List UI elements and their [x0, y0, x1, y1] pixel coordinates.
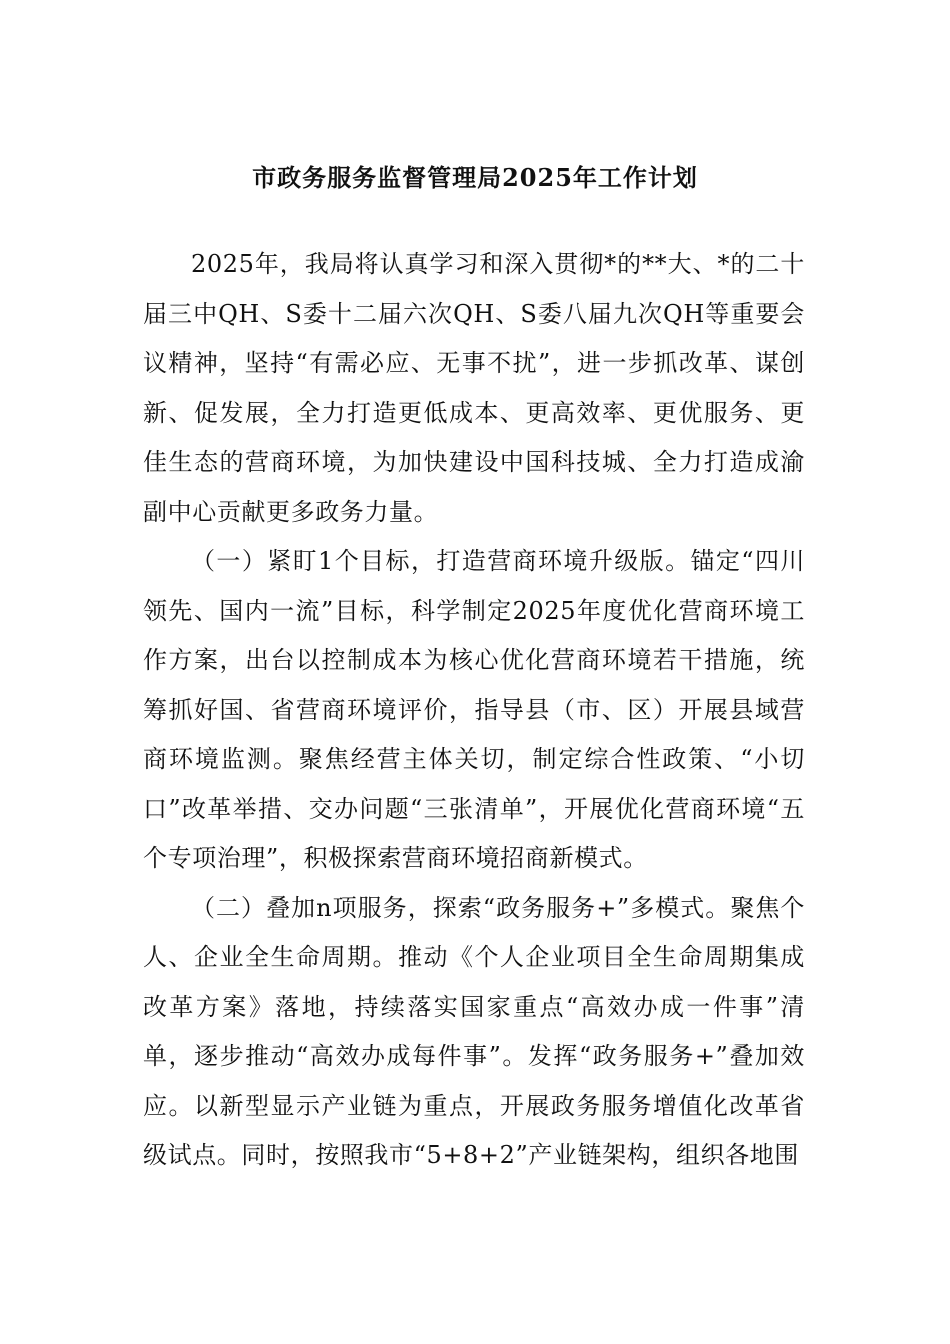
paragraph-section-2: （二）叠加n项服务，探索“政务服务+”多模式。聚焦个人、企业全生命周期。推动《个人企业项目全生命周期集成改革方案》落地，持续落实国家重点“高效办成一件事”清单，逐步推动“高效办成每件事”。发挥“政务服务+”叠加效应。以新型显示产业链为重点，开展政务服务增值化改革省级试点。同时，按照我市“5+8+2”产业链架构，组织各地围	[143, 893, 805, 1169]
document-body	[143, 240, 805, 1181]
paragraph-section-1: （一）紧盯1个目标，打造营商环境升级版。锚定“四川领先、国内一流”目标，科学制定2025年度优化营商环境工作方案，出台以控制成本为核心优化营商环境若干措施，统筹抓好国、省营商环境评价，指导县（市、区）开展县域营商环境监测。聚焦经营主体关切，制定综合性政策、“小切口”改革举措、交办问题“三张清单”，开展优化营商环境“五个专项治理”，积极探索营商环境招商新模式。	[143, 547, 805, 872]
paragraph-intro: 2025年，我局将认真学习和深入贯彻*的**大、*的二十届三中QH、S委十二届六次QH、S委八届九次QH等重要会议精神，坚持“有需必应、无事不扰”，进一步抓改革、谋创新、促发展，全力打造更低成本、更高效率、更优服务、更佳生态的营商环境，为加快建设中国科技城、全力打造成渝副中心贡献更多政务力量。	[143, 250, 805, 526]
document-title: 市政务服务监督管理局2025年工作计划	[252, 163, 698, 192]
